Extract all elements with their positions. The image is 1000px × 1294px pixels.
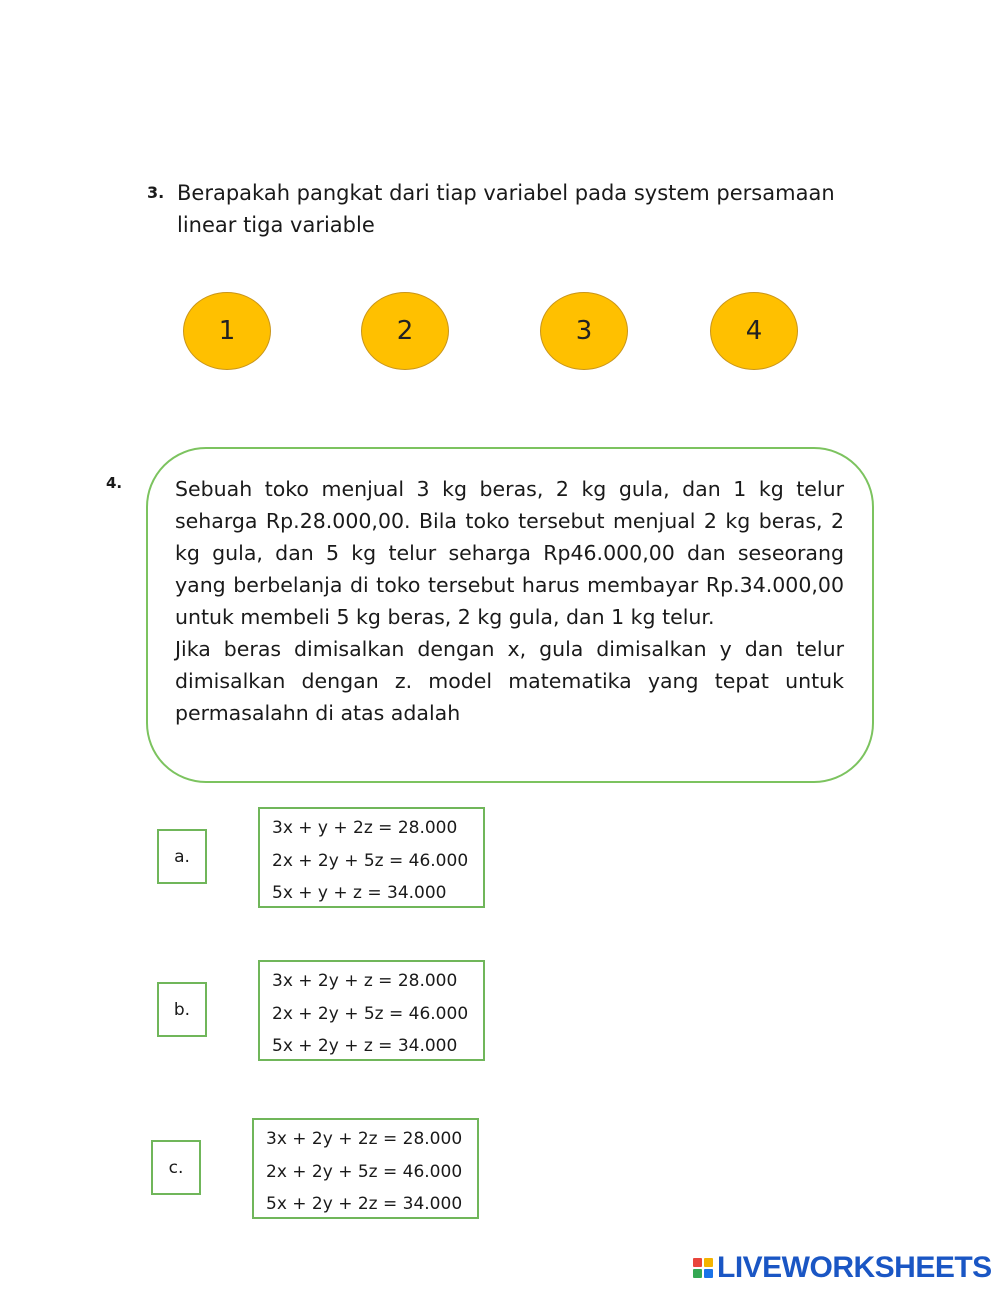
choice-4-button[interactable]: 4	[710, 292, 798, 370]
question-4-paragraph-2: Jika beras dimisalkan dengan x, gula dimisalkan y dan telur dimisalkan dengan z. model matematika yang tepat untuk permasalahn di atas adalah	[175, 637, 844, 725]
logo-text: LIVEWORKSHEETS	[717, 1251, 992, 1284]
choice-1-button[interactable]: 1	[183, 292, 271, 370]
option-a-equation-2: 2x + 2y + 5z = 46.000	[272, 850, 469, 871]
option-a-equation-1: 3x + y + 2z = 28.000	[272, 818, 458, 838]
option-b-label[interactable]: b.	[157, 982, 207, 1037]
choice-3-button[interactable]: 3	[540, 292, 628, 370]
option-b-equation-3: 5x + 2y + z = 34.000	[272, 1036, 458, 1056]
option-a-equation-3: 5x + y + z = 34.000	[272, 883, 447, 903]
liveworksheets-logo	[693, 1250, 992, 1286]
choice-2-button[interactable]: 2	[361, 292, 449, 370]
option-b-equations[interactable]	[258, 960, 485, 1061]
option-b-equation-1: 3x + 2y + z = 28.000	[272, 971, 458, 991]
option-c-label[interactable]: c.	[151, 1140, 201, 1195]
logo-tiles-icon	[693, 1258, 713, 1278]
question-3-text: Berapakah pangkat dari tiap variabel pada system persamaan linear tiga variable	[177, 181, 835, 237]
option-b-equation-2: 2x + 2y + 5z = 46.000	[272, 1003, 469, 1024]
option-c-equations[interactable]	[252, 1118, 479, 1219]
question-4-paragraph-1: Sebuah toko menjual 3 kg beras, 2 kg gula, dan 1 kg telur seharga Rp.28.000,00. Bila toko tersebut menjual 2 kg beras, 2 kg gula, dan 5 kg telur seharga Rp46.000,00 dan seseorang yang berbelanja di toko tersebut harus membayar Rp.34.000,00 untuk membeli 5 kg beras, 2 kg gula, dan 1 kg telur.	[175, 477, 844, 629]
question-3-number: 3.	[147, 183, 165, 202]
option-c-equation-1: 3x + 2y + 2z = 28.000	[266, 1129, 463, 1149]
question-4-number: 4.	[106, 474, 123, 492]
question-4-text	[175, 473, 844, 729]
option-c-equation-2: 2x + 2y + 5z = 46.000	[266, 1161, 463, 1182]
option-c-equation-3: 5x + 2y + 2z = 34.000	[266, 1194, 463, 1214]
option-a-label[interactable]: a.	[157, 829, 207, 884]
option-a-equations[interactable]	[258, 807, 485, 908]
